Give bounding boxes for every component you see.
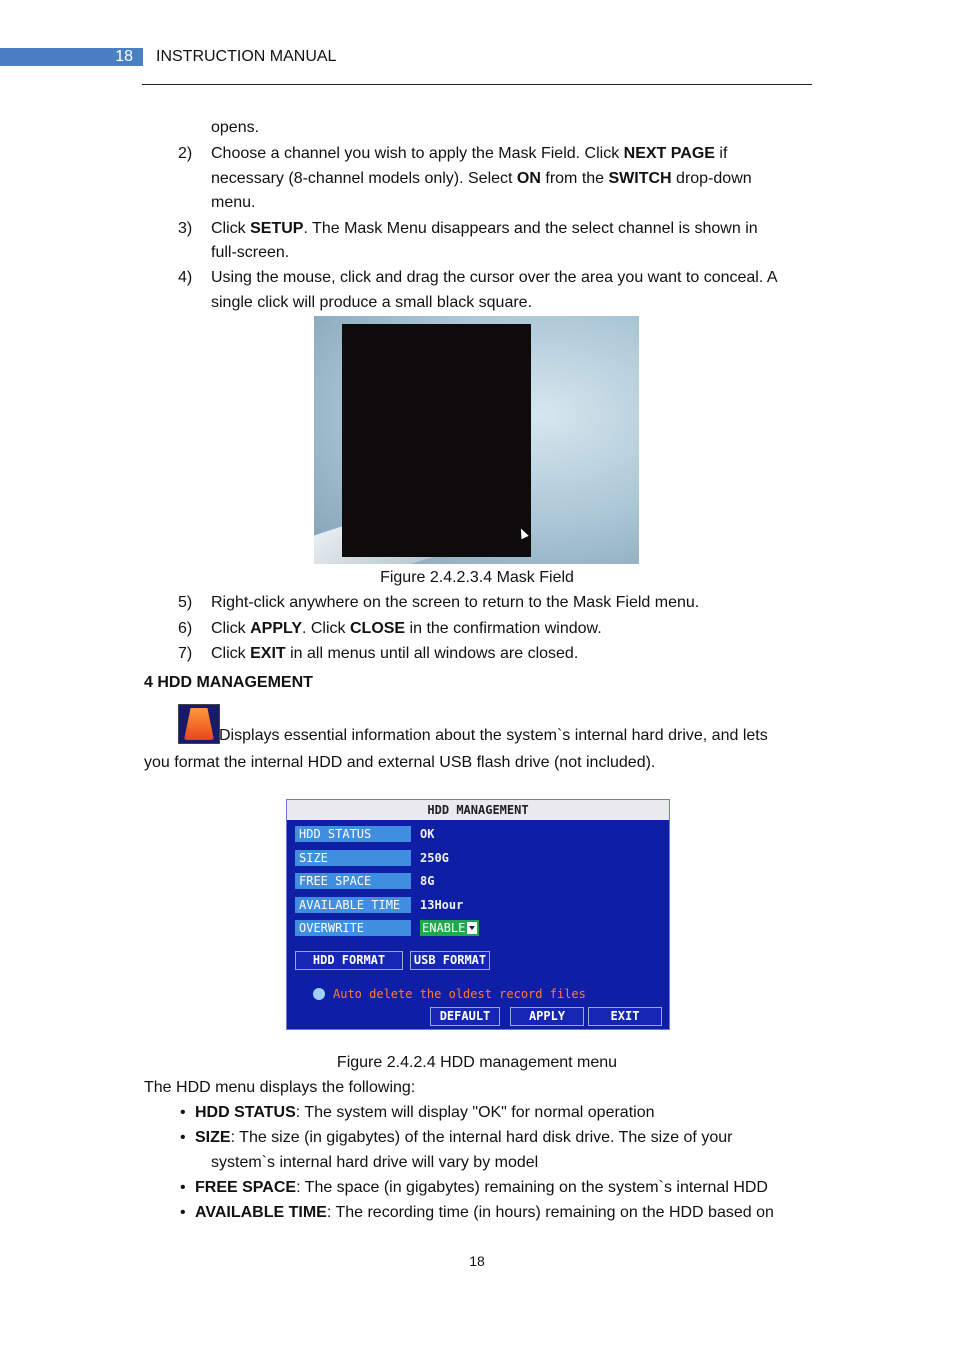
step-6-text: Click APPLY. Click CLOSE in the confirmation window. [211, 620, 602, 637]
bullet-dot: • [180, 1179, 186, 1196]
header-page-number: 18 [115, 48, 133, 65]
step-3-line-2: full-screen. [211, 244, 290, 261]
bullet-dot: • [180, 1204, 186, 1221]
bullet-dot: • [180, 1129, 186, 1146]
hdd-status-value: OK [420, 827, 435, 841]
bullet-dot: • [180, 1104, 186, 1121]
apply-button[interactable]: APPLY [510, 1007, 584, 1026]
size-value: 250G [420, 851, 449, 865]
hdd-status-label: HDD STATUS [295, 826, 411, 842]
black-mask-area [342, 324, 531, 557]
hdd-management-panel [286, 799, 670, 1030]
overwrite-selected-value: ENABLE [422, 921, 466, 935]
step-4-line-1: Using the mouse, click and drag the cursor over the area you want to conceal. A [211, 269, 778, 286]
step-2-number: 2) [178, 145, 193, 162]
available-time-label: AVAILABLE TIME [295, 897, 411, 913]
section-heading: 4 HDD MANAGEMENT [144, 674, 313, 691]
mask-field-image [314, 316, 639, 564]
footer-page-number: 18 [469, 1253, 485, 1269]
free-space-label: FREE SPACE [295, 873, 411, 889]
hdd-format-button[interactable]: HDD FORMAT [295, 951, 403, 970]
free-space-value: 8G [420, 874, 435, 888]
section-intro-line-1: Displays essential information about the system`s internal hard drive, and lets [219, 727, 768, 744]
panel-title: HDD MANAGEMENT [287, 800, 669, 820]
chevron-down-icon [467, 922, 477, 934]
default-button[interactable]: DEFAULT [430, 1007, 500, 1026]
menu-description: The HDD menu displays the following: [144, 1079, 416, 1096]
step-4-line-2: single click will produce a small black square. [211, 294, 533, 311]
header-rule [142, 84, 812, 85]
overwrite-label: OVERWRITE [295, 920, 411, 936]
hdd-management-icon [178, 704, 220, 744]
step-4-number: 4) [178, 269, 193, 286]
exit-button[interactable]: EXIT [588, 1007, 662, 1026]
usb-format-button[interactable]: USB FORMAT [410, 951, 490, 970]
step-7-number: 7) [178, 645, 193, 662]
available-time-value: 13Hour [420, 898, 464, 912]
step-7-text: Click EXIT in all menus until all windows are closed. [211, 645, 579, 662]
auto-delete-text: Auto delete the oldest record files [333, 987, 586, 1001]
step-5-number: 5) [178, 594, 193, 611]
step-6-number: 6) [178, 620, 193, 637]
step-5-text: Right-click anywhere on the screen to return to the Mask Field menu. [211, 594, 700, 611]
bullet-available-time: AVAILABLE TIME: The recording time (in hours) remaining on the HDD based on [195, 1204, 774, 1221]
step-2-line-1: Choose a channel you wish to apply the Mask Field. Click NEXT PAGE if [211, 145, 728, 162]
step-3-line-1: Click SETUP. The Mask Menu disappears and the select channel is shown in [211, 220, 758, 237]
section-intro-line-2: you format the internal HDD and external USB flash drive (not included). [144, 754, 656, 771]
step-3-number: 3) [178, 220, 193, 237]
bullet-size-line-2: system`s internal hard drive will vary by model [211, 1154, 539, 1171]
step-2-line-3: menu. [211, 194, 256, 211]
auto-delete-note [313, 986, 586, 1002]
bullet-size: SIZE: The size (in gigabytes) of the internal hard disk drive. The size of your [195, 1129, 733, 1146]
figure-2-caption: Figure 2.4.2.4 HDD management menu [336, 1054, 618, 1071]
info-icon [313, 988, 325, 1000]
bullet-hdd-status: HDD STATUS: The system will display "OK" for normal operation [195, 1104, 655, 1121]
size-label: SIZE [295, 850, 411, 866]
bullet-free-space: FREE SPACE: The space (in gigabytes) remaining on the system`s internal HDD [195, 1179, 768, 1196]
figure-1-caption: Figure 2.4.2.3.4 Mask Field [380, 569, 574, 586]
step-1-continuation: opens. [211, 119, 260, 136]
header-title: INSTRUCTION MANUAL [156, 48, 337, 65]
step-2-line-2: necessary (8-channel models only). Select ON from the SWITCH drop-down [211, 170, 752, 187]
overwrite-select[interactable] [420, 920, 479, 936]
